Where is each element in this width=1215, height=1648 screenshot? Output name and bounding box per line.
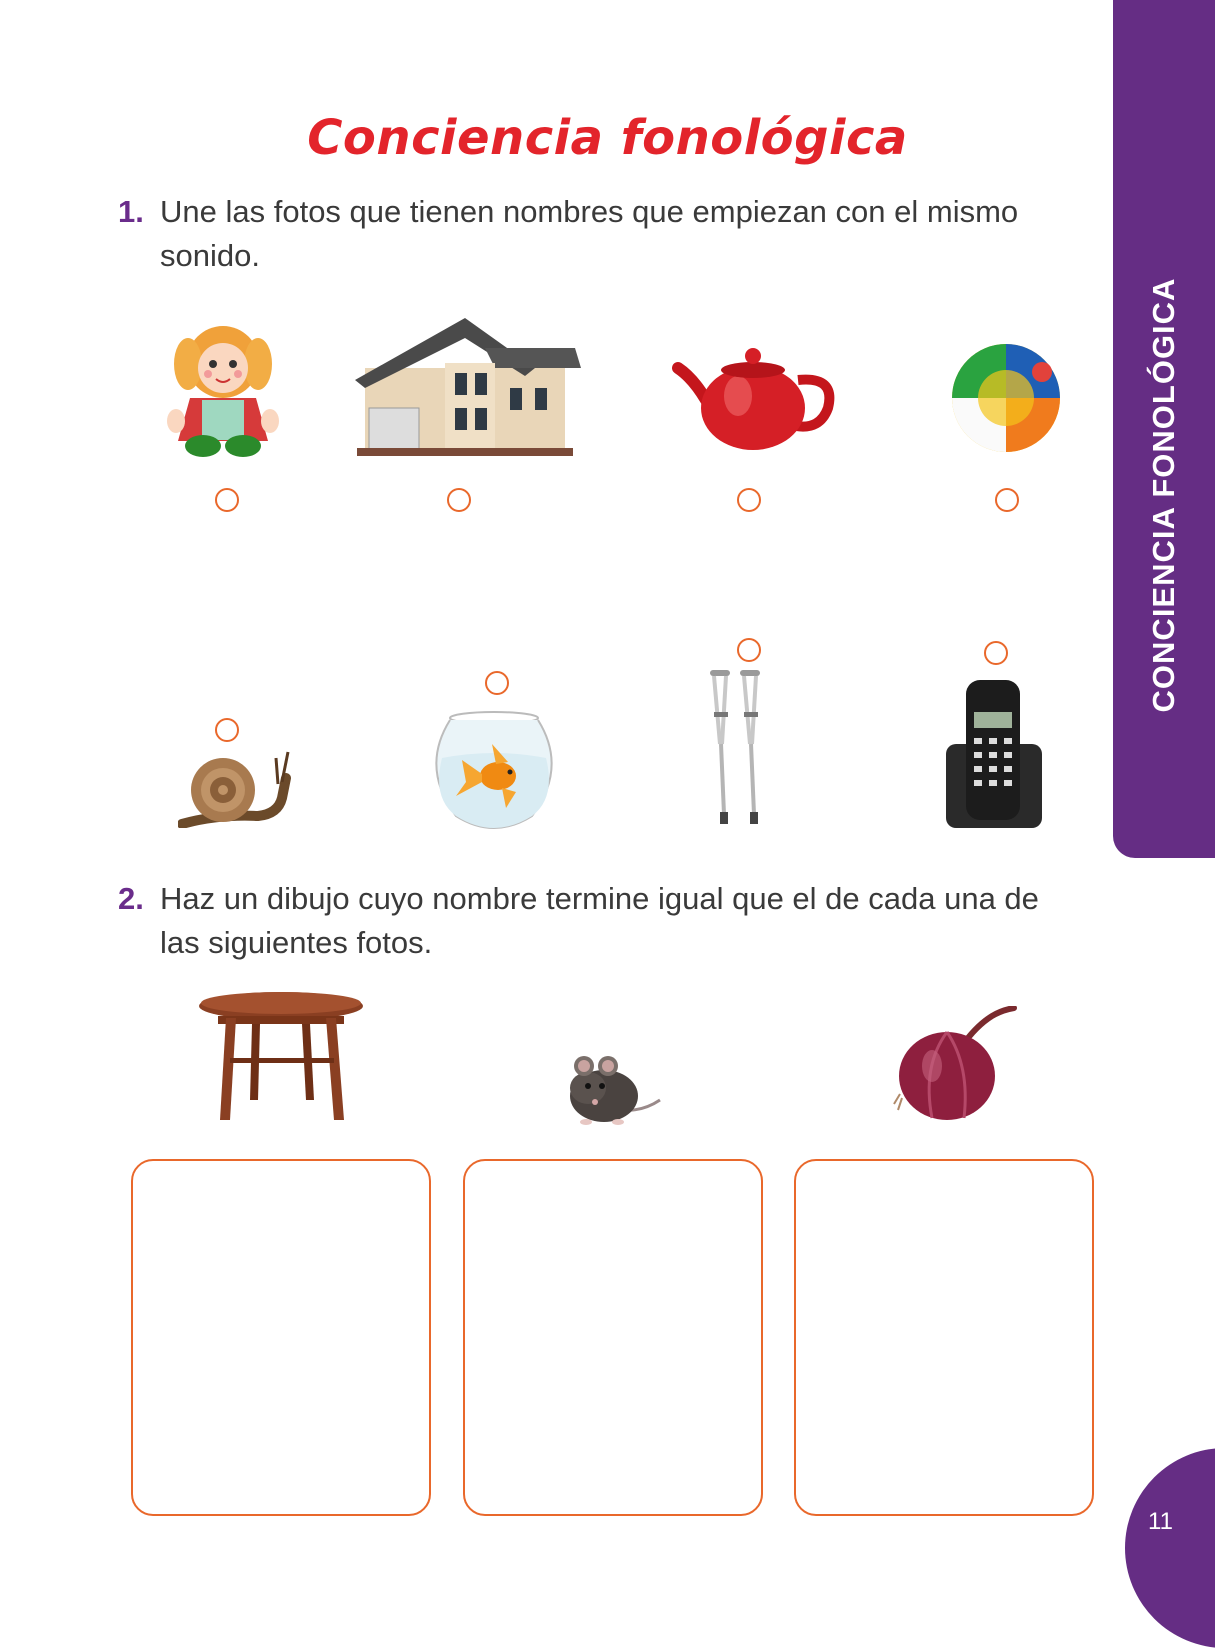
match-dot-beach-ball[interactable] [995,488,1019,512]
page-title: Conciencia fonológica [307,110,908,166]
house-icon [345,308,585,460]
activity-2-number: 2. [118,881,144,916]
drawing-box-table[interactable] [131,1159,431,1516]
drawing-box-mouse[interactable] [463,1159,763,1516]
page-number-badge [1125,1448,1215,1648]
mouse-icon [562,1040,662,1130]
doll-icon [158,316,288,461]
activity-2-text: Haz un dibujo cuyo nombre termine igual que el de cada una de las siguientes fotos. [160,881,1039,960]
activity-1-text: Une las fotos que tienen nombres que empiezan con el mismo sonido. [160,194,1019,273]
side-tab-label: CONCIENCIA FONOLÓGICA [1146,277,1181,713]
match-dot-snail[interactable] [215,718,239,742]
table-icon [196,988,366,1136]
match-dot-crutches[interactable] [737,638,761,662]
match-dot-phone[interactable] [984,641,1008,665]
match-dot-teapot[interactable] [737,488,761,512]
snail-icon [178,748,298,828]
activity-1-number: 1. [118,194,144,229]
drawing-box-onion[interactable] [794,1159,1094,1516]
beach-ball-icon [950,342,1062,454]
match-dot-doll[interactable] [215,488,239,512]
match-dot-house[interactable] [447,488,471,512]
activity-1 [118,190,1068,278]
fishbowl-icon [426,708,562,836]
activity-2 [118,877,1068,965]
teapot-icon [668,338,838,456]
page-number: 11 [1148,1508,1173,1535]
onion-icon [892,1006,1022,1124]
match-dot-fishbowl[interactable] [485,671,509,695]
phone-icon [944,678,1044,830]
crutches-icon [706,666,770,828]
